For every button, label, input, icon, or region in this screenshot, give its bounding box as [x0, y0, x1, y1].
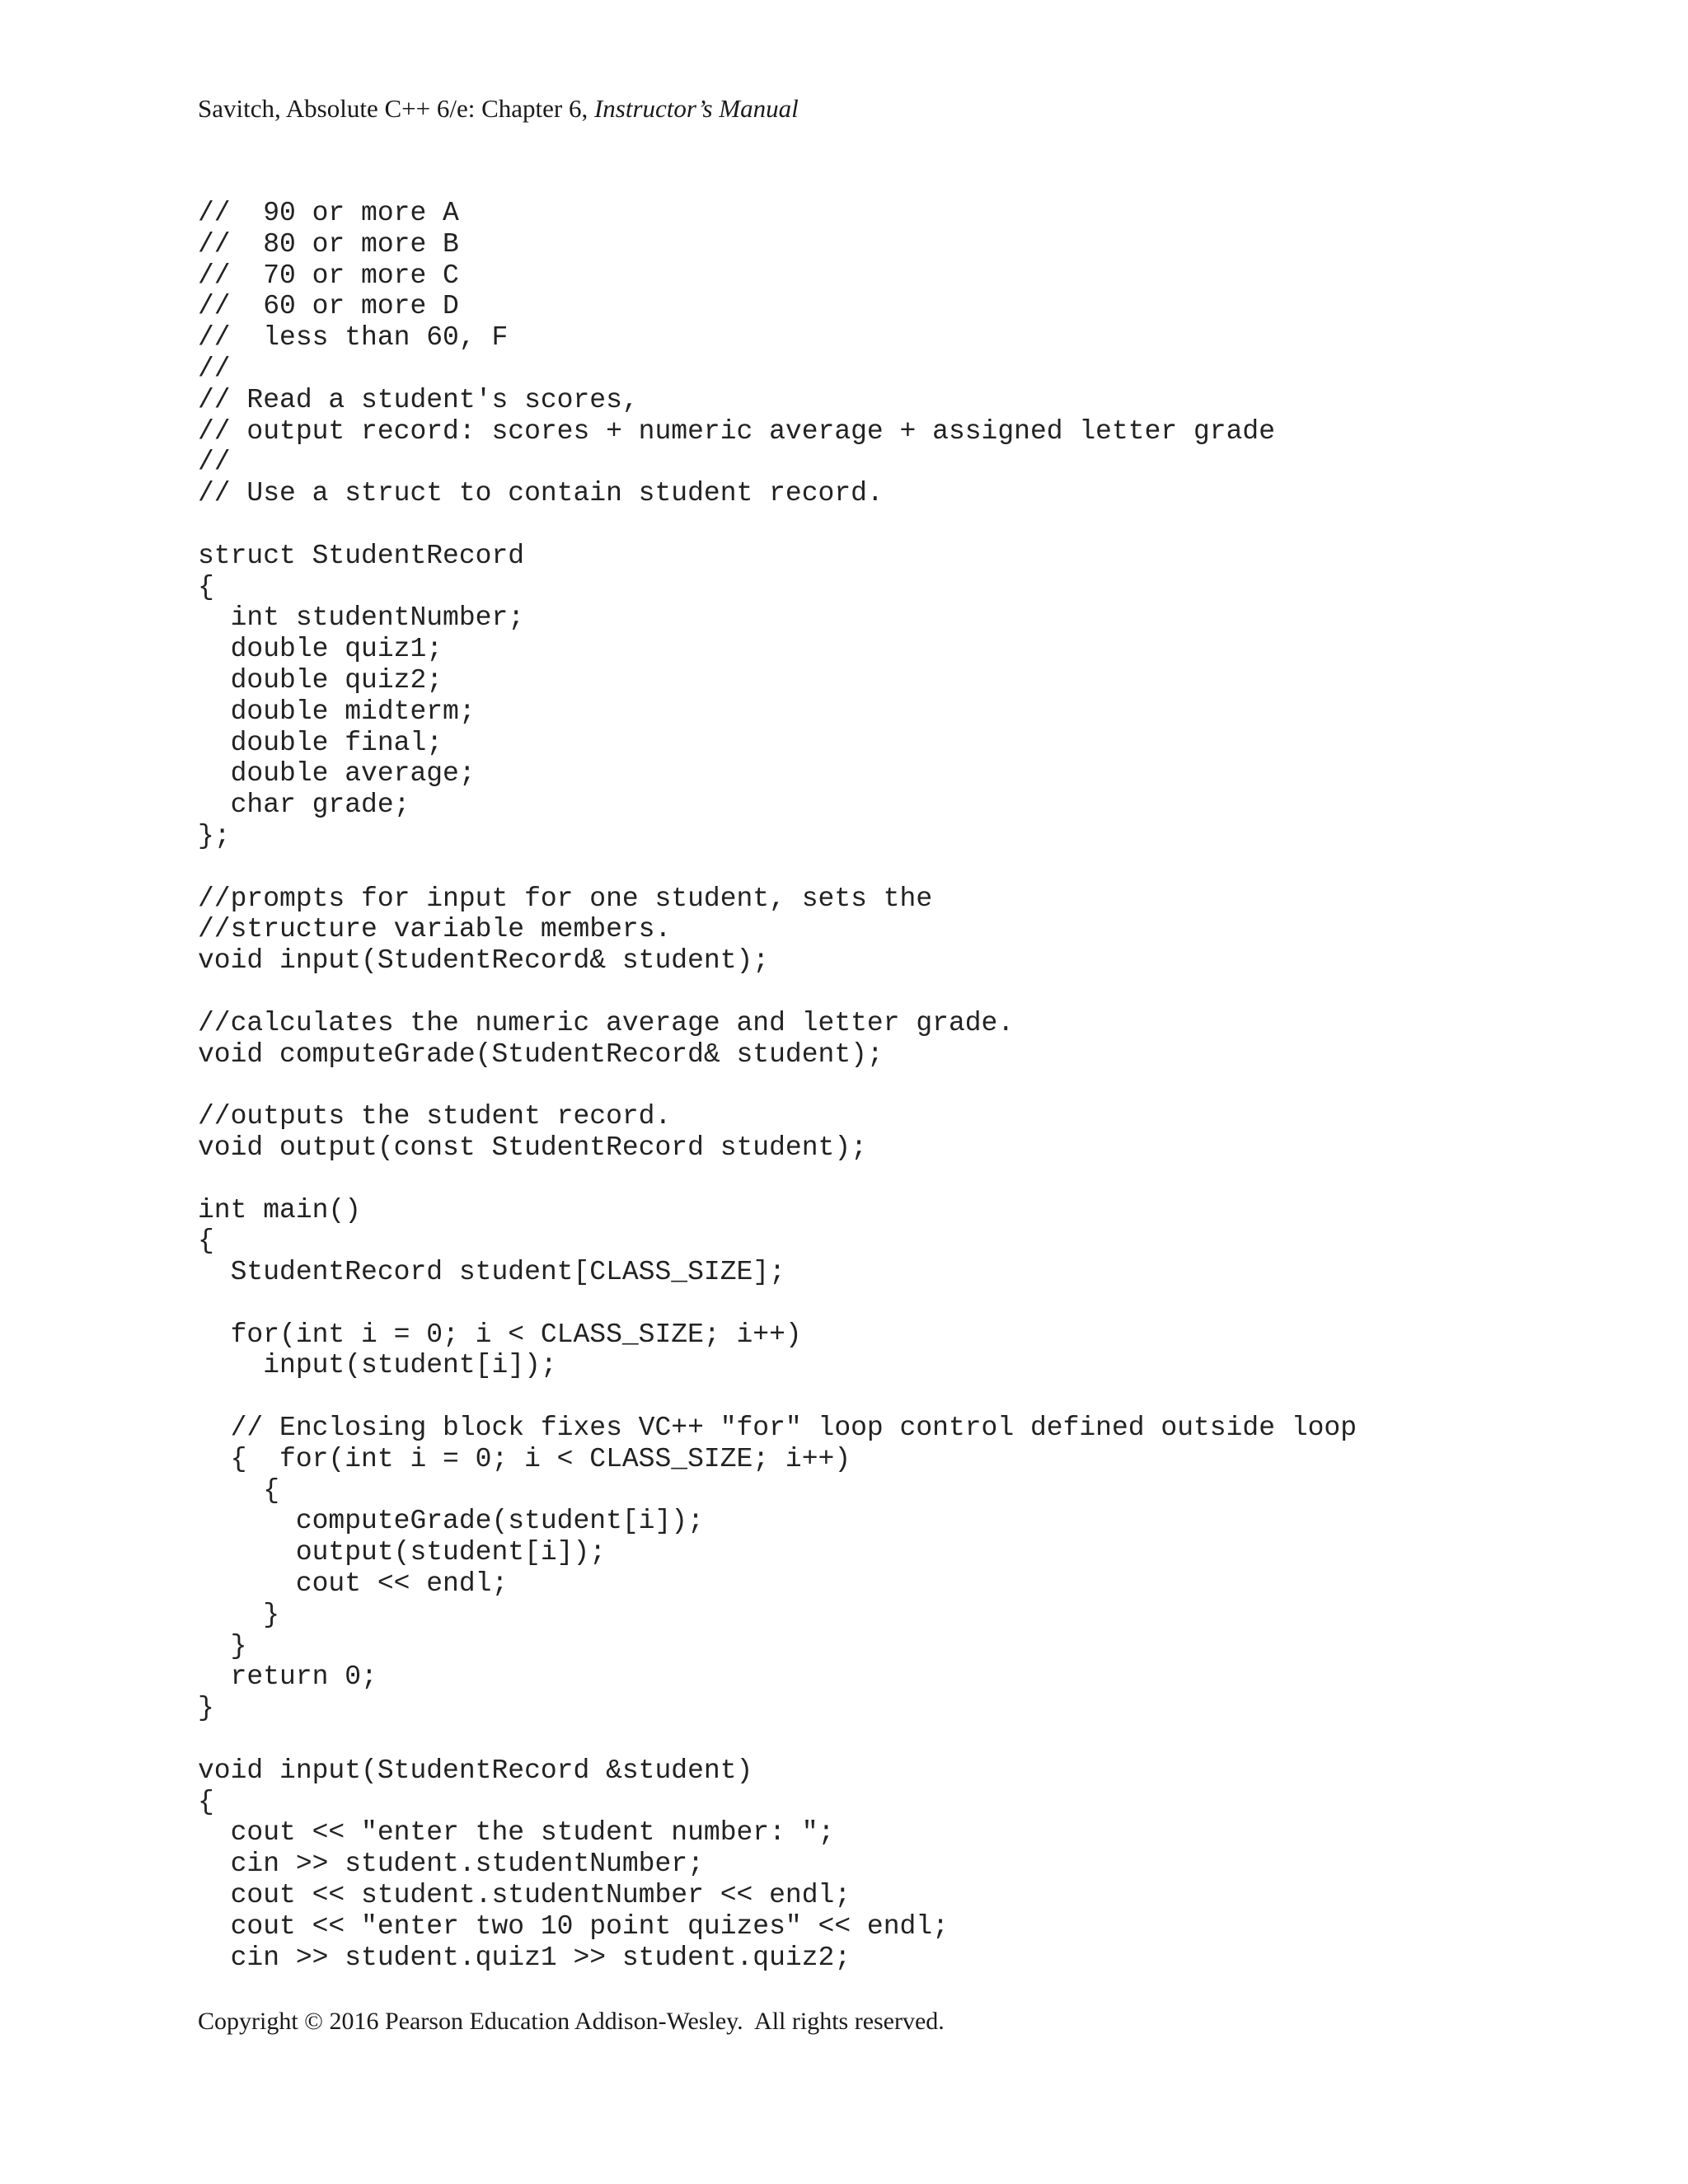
code-line: double quiz1;: [198, 634, 443, 665]
code-line: [198, 509, 1357, 541]
code-line: double midterm;: [198, 696, 476, 727]
code-line: {: [198, 571, 214, 602]
code-line: void input(StudentRecord& student);: [198, 945, 770, 977]
code-line: cout << "enter the student number: ";: [198, 1817, 835, 1849]
code-line: cout << endl;: [198, 1568, 509, 1600]
code-line: }: [198, 1599, 280, 1630]
code-line: void computeGrade(StudentRecord& student);: [198, 1038, 884, 1070]
code-line: StudentRecord student[CLASS_SIZE];: [198, 1257, 785, 1288]
code-line: int studentNumber;: [198, 602, 525, 634]
code-line: [198, 1164, 1357, 1195]
code-line: //: [198, 447, 231, 478]
code-line: {: [198, 1786, 214, 1817]
code-line: [198, 1724, 1357, 1755]
code-line: char grade;: [198, 790, 410, 821]
code-line: int main(): [198, 1194, 362, 1226]
code-line: [198, 977, 1357, 1008]
code-line: // Enclosing block fixes VC++ "for" loop control defined outside loop: [198, 1413, 1357, 1444]
code-line: // 60 or more D: [198, 291, 459, 322]
code-line: //prompts for input for one student, sets the: [198, 883, 933, 914]
code-line: struct StudentRecord: [198, 540, 525, 571]
code-line: //structure variable members.: [198, 914, 672, 945]
code-line: {: [198, 1474, 280, 1506]
code-line: [198, 1070, 1357, 1101]
code-line: output(student[i]);: [198, 1537, 607, 1568]
code-line: input(student[i]);: [198, 1350, 557, 1381]
code-line: { for(int i = 0; i < CLASS_SIZE; i++): [198, 1443, 851, 1474]
code-line: }: [198, 1693, 214, 1724]
code-line: double quiz2;: [198, 664, 443, 696]
header-manual-title: Instructor’s Manual: [593, 94, 799, 123]
code-line: [198, 852, 1357, 883]
code-line: // Use a struct to contain student record.: [198, 478, 884, 509]
code-line: double average;: [198, 758, 476, 790]
code-line: // 80 or more B: [198, 228, 459, 260]
header-title: Savitch, Absolute C++ 6/e: Chapter 6,: [198, 94, 594, 123]
code-listing: [198, 198, 1357, 1973]
page-footer: Copyright © 2016 Pearson Education Addison-Wesley. All rights reserved.: [198, 2008, 945, 2035]
code-line: // 70 or more C: [198, 260, 459, 291]
code-line: cout << student.studentNumber << endl;: [198, 1880, 851, 1911]
code-line: }: [198, 1630, 247, 1661]
code-line: [198, 1288, 1357, 1319]
code-line: return 0;: [198, 1661, 377, 1693]
code-line: // less than 60, F: [198, 322, 509, 354]
code-line: cin >> student.quiz1 >> student.quiz2;: [198, 1942, 851, 1973]
code-line: //calculates the numeric average and letter grade.: [198, 1007, 1015, 1038]
code-line: //outputs the student record.: [198, 1101, 672, 1132]
page-header: [198, 94, 799, 124]
code-line: // Read a student's scores,: [198, 384, 639, 415]
code-line: [198, 1381, 1357, 1413]
code-line: // output record: scores + numeric average + assigned letter grade: [198, 415, 1276, 447]
code-line: computeGrade(student[i]);: [198, 1506, 704, 1537]
code-line: // 90 or more A: [198, 198, 459, 228]
code-line: //: [198, 353, 231, 384]
code-line: {: [198, 1226, 214, 1257]
code-line: cin >> student.studentNumber;: [198, 1849, 704, 1880]
code-line: for(int i = 0; i < CLASS_SIZE; i++): [198, 1319, 802, 1350]
code-line: void output(const StudentRecord student);: [198, 1132, 867, 1163]
code-line: double final;: [198, 727, 443, 758]
code-line: };: [198, 820, 231, 851]
code-line: void input(StudentRecord &student): [198, 1755, 753, 1786]
code-line: cout << "enter two 10 point quizes" << endl;: [198, 1910, 949, 1942]
